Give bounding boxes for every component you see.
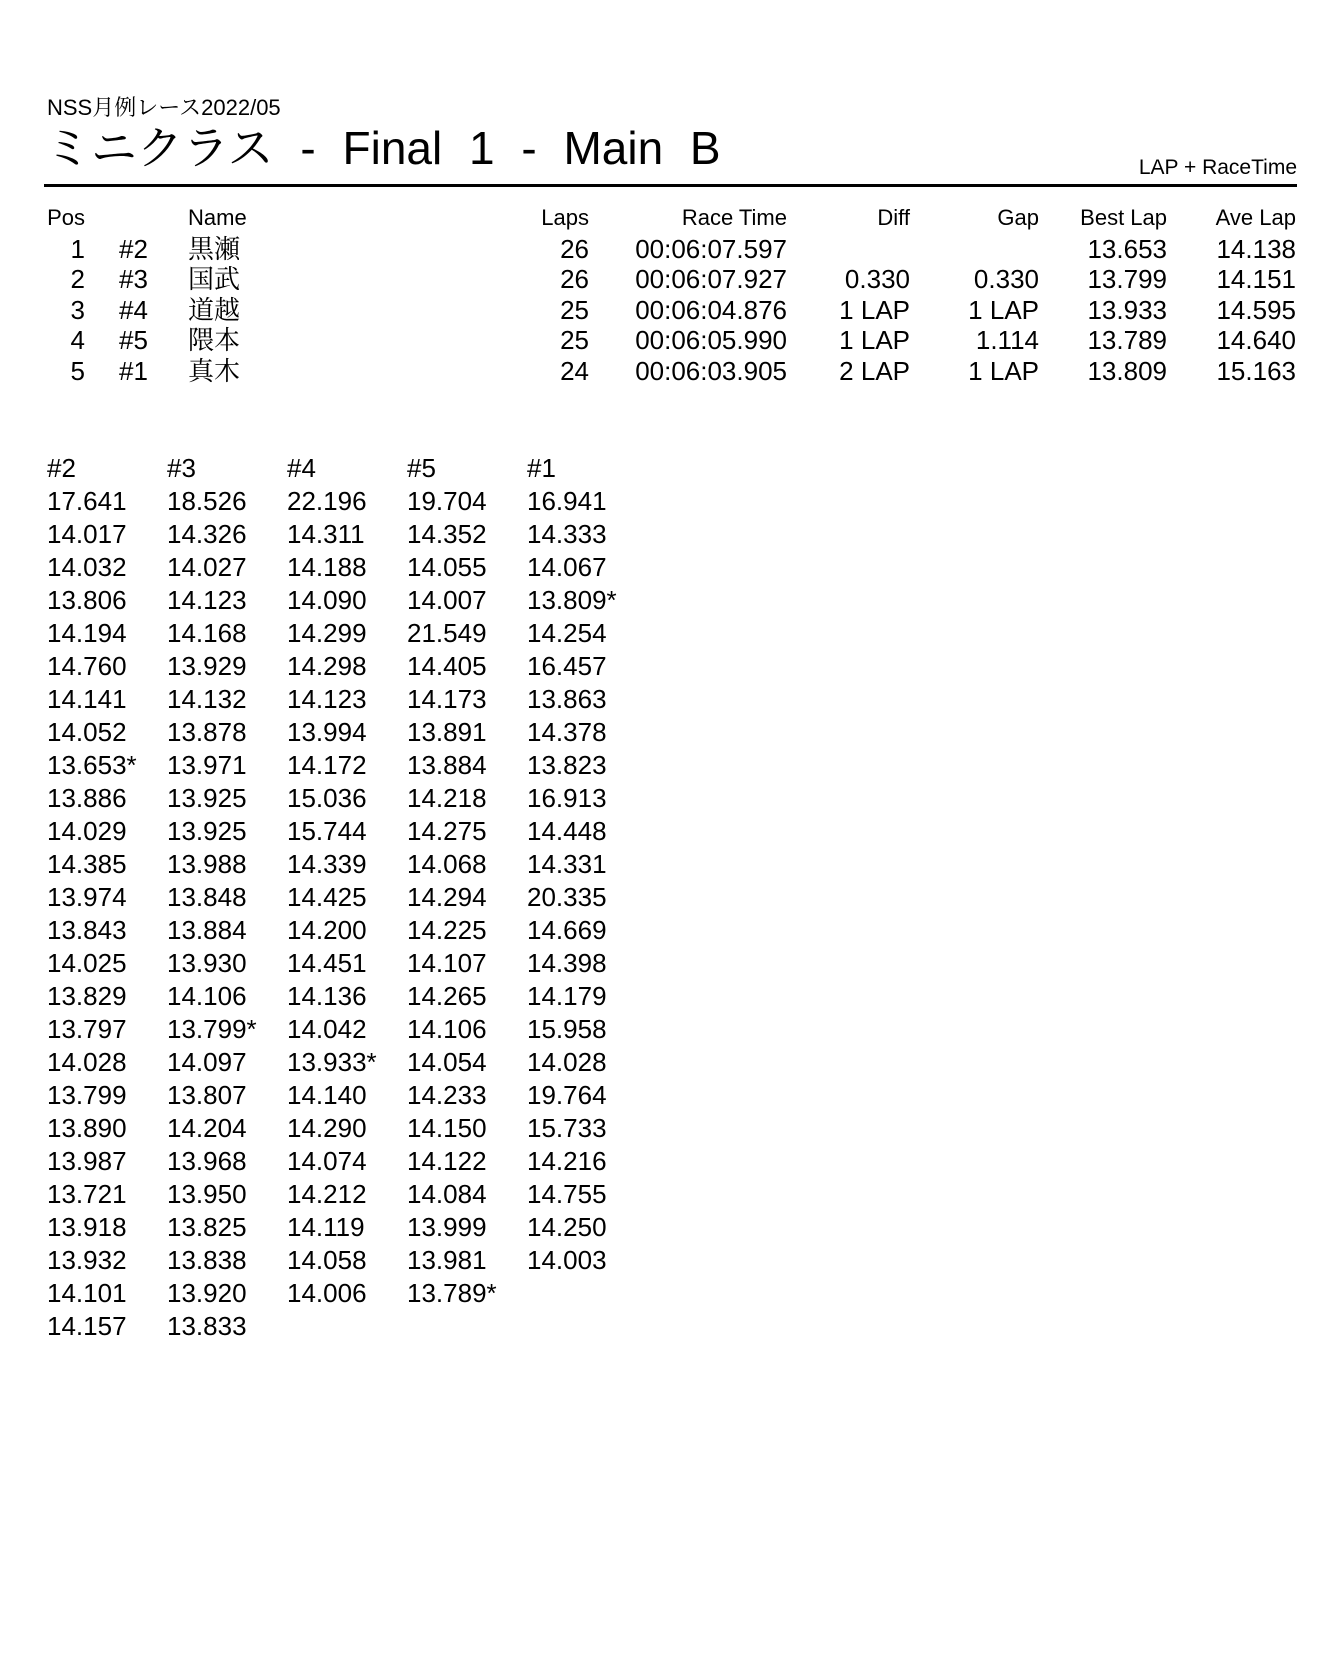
cell-ave_lap: 14.640 — [1216, 325, 1296, 355]
lap-time: 14.299 — [287, 618, 367, 648]
lap-time: 14.119 — [287, 1212, 365, 1242]
lap-time: 13.878 — [167, 717, 247, 747]
lap-time: 14.025 — [47, 948, 127, 978]
col-header-gap: Gap — [997, 205, 1039, 230]
lap-time: 14.339 — [287, 849, 367, 879]
lap-time: 13.929 — [167, 651, 247, 681]
lap-column-header: #3 — [167, 453, 196, 483]
lap-time: 18.526 — [167, 486, 247, 516]
lap-column-5 — [407, 452, 497, 1310]
lap-time: 13.806 — [47, 585, 127, 615]
cell-gap: 0.330 — [973, 264, 1039, 294]
cell-car: #4 — [119, 294, 148, 325]
lap-time: 13.968 — [167, 1146, 247, 1176]
lap-time: 14.123 — [287, 684, 367, 714]
lap-time: 19.764 — [527, 1080, 607, 1110]
lap-time: 13.799 — [47, 1080, 127, 1110]
lap-time: 14.101 — [47, 1278, 127, 1308]
cell-ave_lap: 15.163 — [1216, 355, 1296, 386]
lap-time: 16.913 — [527, 783, 607, 813]
lap-time: 14.326 — [167, 519, 247, 549]
cell-name: 黒瀬 — [188, 233, 241, 264]
cell-best_lap: 13.799 — [1087, 264, 1167, 294]
lap-time: 15.733 — [527, 1113, 607, 1143]
cell-laps: 24 — [560, 355, 589, 386]
results-row — [47, 356, 1296, 387]
cell-diff: 0.330 — [844, 264, 910, 294]
cell-car: #5 — [119, 325, 148, 355]
lap-time: 13.930 — [167, 948, 247, 978]
lap-time: 13.807 — [167, 1080, 247, 1110]
lap-column-header: #5 — [407, 453, 436, 483]
lap-time: 14.200 — [287, 915, 367, 945]
lap-time: 13.884 — [407, 750, 487, 780]
cell-laps: 25 — [560, 325, 589, 355]
lap-column-4 — [287, 452, 377, 1310]
cell-ave_lap: 14.595 — [1216, 294, 1296, 325]
lap-time: 14.136 — [287, 981, 367, 1011]
lap-time: 14.298 — [287, 651, 367, 681]
lap-time: 13.920 — [167, 1278, 247, 1308]
results-row — [47, 264, 1296, 295]
lap-time: 13.823 — [527, 750, 607, 780]
cell-best_lap: 13.933 — [1087, 294, 1167, 325]
lap-time: 14.331 — [527, 849, 607, 879]
lap-time: 14.290 — [287, 1113, 367, 1143]
lap-time: 13.884 — [167, 915, 247, 945]
cell-race_time: 00:06:05.990 — [635, 325, 787, 355]
lap-time: 14.132 — [167, 684, 247, 714]
lap-column-3 — [167, 452, 257, 1343]
lap-time: 14.032 — [47, 552, 127, 582]
lap-time: 20.335 — [527, 882, 607, 912]
lap-time: 13.789* — [407, 1278, 497, 1308]
lap-time: 14.425 — [287, 882, 367, 912]
cell-best_lap: 13.653 — [1087, 233, 1167, 264]
lap-time: 13.988 — [167, 849, 247, 879]
cell-gap: 1 LAP — [968, 294, 1039, 325]
lap-time: 15.744 — [287, 816, 367, 846]
lap-time: 14.017 — [47, 519, 127, 549]
lap-time: 13.721 — [47, 1179, 127, 1209]
cell-best_lap: 13.789 — [1087, 325, 1167, 355]
col-header-name: Name — [188, 205, 247, 230]
cell-name: 真木 — [188, 355, 241, 386]
lap-time: 13.799* — [167, 1014, 257, 1044]
lap-time: 13.848 — [167, 882, 247, 912]
lap-time: 13.829 — [47, 981, 127, 1011]
lap-time: 14.029 — [47, 816, 127, 846]
lap-time: 13.843 — [47, 915, 127, 945]
results-row — [47, 325, 1296, 356]
cell-best_lap: 13.809 — [1087, 355, 1167, 386]
cell-pos: 1 — [70, 233, 85, 264]
lap-time: 14.027 — [167, 552, 247, 582]
lap-time: 14.451 — [287, 948, 367, 978]
lap-time: 14.405 — [407, 651, 487, 681]
lap-time: 13.925 — [167, 816, 247, 846]
lap-time: 13.994 — [287, 717, 367, 747]
lap-time: 13.838 — [167, 1245, 247, 1275]
timing-mode-label: LAP + RaceTime — [1138, 156, 1297, 179]
results-row — [47, 295, 1296, 326]
lap-time: 14.212 — [287, 1179, 367, 1209]
lap-time: 14.233 — [407, 1080, 487, 1110]
lap-time: 13.886 — [47, 783, 127, 813]
lap-time: 14.250 — [527, 1212, 607, 1242]
lap-time: 13.825 — [167, 1212, 247, 1242]
lap-time: 13.890 — [47, 1113, 127, 1143]
lap-time: 13.918 — [47, 1212, 127, 1242]
cell-race_time: 00:06:07.597 — [635, 233, 787, 264]
lap-time: 14.398 — [527, 948, 607, 978]
lap-time: 13.999 — [407, 1212, 487, 1242]
lap-time: 13.833 — [167, 1311, 247, 1341]
lap-time: 14.294 — [407, 882, 487, 912]
lap-time: 14.254 — [527, 618, 607, 648]
lap-time: 14.006 — [287, 1278, 367, 1308]
lap-time: 14.172 — [287, 750, 367, 780]
title-divider — [44, 184, 1297, 187]
lap-time: 14.003 — [527, 1245, 607, 1275]
lap-time: 14.669 — [527, 915, 607, 945]
lap-time: 13.971 — [167, 750, 247, 780]
lap-time: 14.275 — [407, 816, 487, 846]
lap-time: 15.036 — [287, 783, 367, 813]
lap-time: 13.809* — [527, 585, 617, 615]
lap-time: 14.107 — [407, 948, 487, 978]
lap-time: 13.925 — [167, 783, 247, 813]
lap-time: 14.157 — [47, 1311, 127, 1341]
cell-name: 道越 — [188, 294, 241, 325]
lap-time: 14.058 — [287, 1245, 367, 1275]
lap-time: 14.122 — [407, 1146, 487, 1176]
col-header-pos: Pos — [47, 205, 85, 230]
lap-column-header: #4 — [287, 453, 316, 483]
lap-time: 14.123 — [167, 585, 247, 615]
cell-ave_lap: 14.151 — [1216, 264, 1296, 294]
lap-time: 14.028 — [47, 1047, 127, 1077]
lap-time: 14.106 — [167, 981, 247, 1011]
lap-time: 14.225 — [407, 915, 487, 945]
cell-pos: 4 — [70, 325, 85, 355]
col-header-ave_lap: Ave Lap — [1215, 205, 1296, 230]
lap-time: 19.704 — [407, 486, 487, 516]
results-header-row — [47, 203, 1296, 234]
lap-time: 14.385 — [47, 849, 127, 879]
lap-time: 13.863 — [527, 684, 607, 714]
lap-time: 14.141 — [47, 684, 127, 714]
lap-time: 14.194 — [47, 618, 127, 648]
lap-time: 13.974 — [47, 882, 127, 912]
lap-column-header: #2 — [47, 453, 76, 483]
lap-time: 14.097 — [167, 1047, 247, 1077]
lap-time: 14.168 — [167, 618, 247, 648]
lap-time: 14.188 — [287, 552, 367, 582]
lap-time: 14.074 — [287, 1146, 367, 1176]
lap-time: 21.549 — [407, 618, 487, 648]
lap-time: 14.179 — [527, 981, 607, 1011]
lap-column-2 — [47, 452, 137, 1343]
cell-pos: 3 — [70, 294, 85, 325]
cell-car: #2 — [119, 233, 148, 264]
lap-time: 13.653* — [47, 750, 137, 780]
lap-time: 14.068 — [407, 849, 487, 879]
cell-diff: 2 LAP — [839, 355, 910, 386]
lap-time: 14.084 — [407, 1179, 487, 1209]
cell-laps: 26 — [560, 233, 589, 264]
cell-diff: 1 LAP — [839, 325, 910, 355]
lap-time: 14.760 — [47, 651, 127, 681]
results-row — [47, 234, 1296, 265]
lap-time: 14.067 — [527, 552, 607, 582]
cell-pos: 5 — [70, 355, 85, 386]
lap-time: 17.641 — [47, 486, 127, 516]
race-title: ミニクラス - Final 1 - Main B — [45, 122, 721, 174]
lap-time: 15.958 — [527, 1014, 607, 1044]
lap-time: 14.055 — [407, 552, 487, 582]
cell-race_time: 00:06:04.876 — [635, 294, 787, 325]
lap-time: 13.950 — [167, 1179, 247, 1209]
lap-time: 14.106 — [407, 1014, 487, 1044]
lap-time: 14.378 — [527, 717, 607, 747]
cell-name: 隈本 — [188, 325, 241, 355]
results-table — [47, 203, 1296, 386]
col-header-race_time: Race Time — [681, 205, 787, 230]
lap-time: 14.265 — [407, 981, 487, 1011]
lap-time: 14.054 — [407, 1047, 487, 1077]
cell-pos: 2 — [70, 264, 85, 294]
cell-race_time: 00:06:07.927 — [635, 264, 787, 294]
lap-time: 14.333 — [527, 519, 607, 549]
cell-gap: 1.114 — [975, 325, 1039, 355]
lap-time: 13.932 — [47, 1245, 127, 1275]
lap-time: 22.196 — [287, 486, 367, 516]
cell-name: 国武 — [188, 264, 241, 294]
lap-time: 14.216 — [527, 1146, 607, 1176]
lap-column-1 — [527, 452, 617, 1277]
cell-gap: 1 LAP — [968, 355, 1039, 386]
cell-car: #3 — [119, 264, 148, 294]
cell-diff: 1 LAP — [839, 294, 910, 325]
lap-time: 16.941 — [527, 486, 607, 516]
col-header-best_lap: Best Lap — [1080, 205, 1167, 230]
event-name: NSS月例レース2022/05 — [47, 95, 281, 120]
lap-time: 14.052 — [47, 717, 127, 747]
lap-time: 14.042 — [287, 1014, 367, 1044]
lap-time: 14.173 — [407, 684, 487, 714]
lap-time: 13.981 — [407, 1245, 487, 1275]
lap-time: 13.987 — [47, 1146, 127, 1176]
cell-laps: 26 — [560, 264, 589, 294]
lap-time: 14.448 — [527, 816, 607, 846]
lap-time: 14.090 — [287, 585, 367, 615]
col-header-diff: Diff — [877, 205, 910, 230]
lap-time: 14.755 — [527, 1179, 607, 1209]
lap-time: 13.797 — [47, 1014, 127, 1044]
col-header-laps: Laps — [541, 205, 589, 230]
lap-time: 14.311 — [287, 519, 365, 549]
lap-time: 14.140 — [287, 1080, 367, 1110]
cell-car: #1 — [119, 355, 148, 386]
cell-laps: 25 — [560, 294, 589, 325]
lap-time: 14.150 — [407, 1113, 487, 1143]
lap-time: 14.007 — [407, 585, 487, 615]
lap-time: 14.204 — [167, 1113, 247, 1143]
lap-time: 14.352 — [407, 519, 487, 549]
lap-time: 13.891 — [407, 717, 487, 747]
lap-time: 14.028 — [527, 1047, 607, 1077]
cell-race_time: 00:06:03.905 — [635, 355, 787, 386]
lap-time: 13.933* — [287, 1047, 377, 1077]
lap-time: 16.457 — [527, 651, 607, 681]
lap-time: 14.218 — [407, 783, 487, 813]
lap-column-header: #1 — [527, 453, 556, 483]
cell-ave_lap: 14.138 — [1216, 233, 1296, 264]
